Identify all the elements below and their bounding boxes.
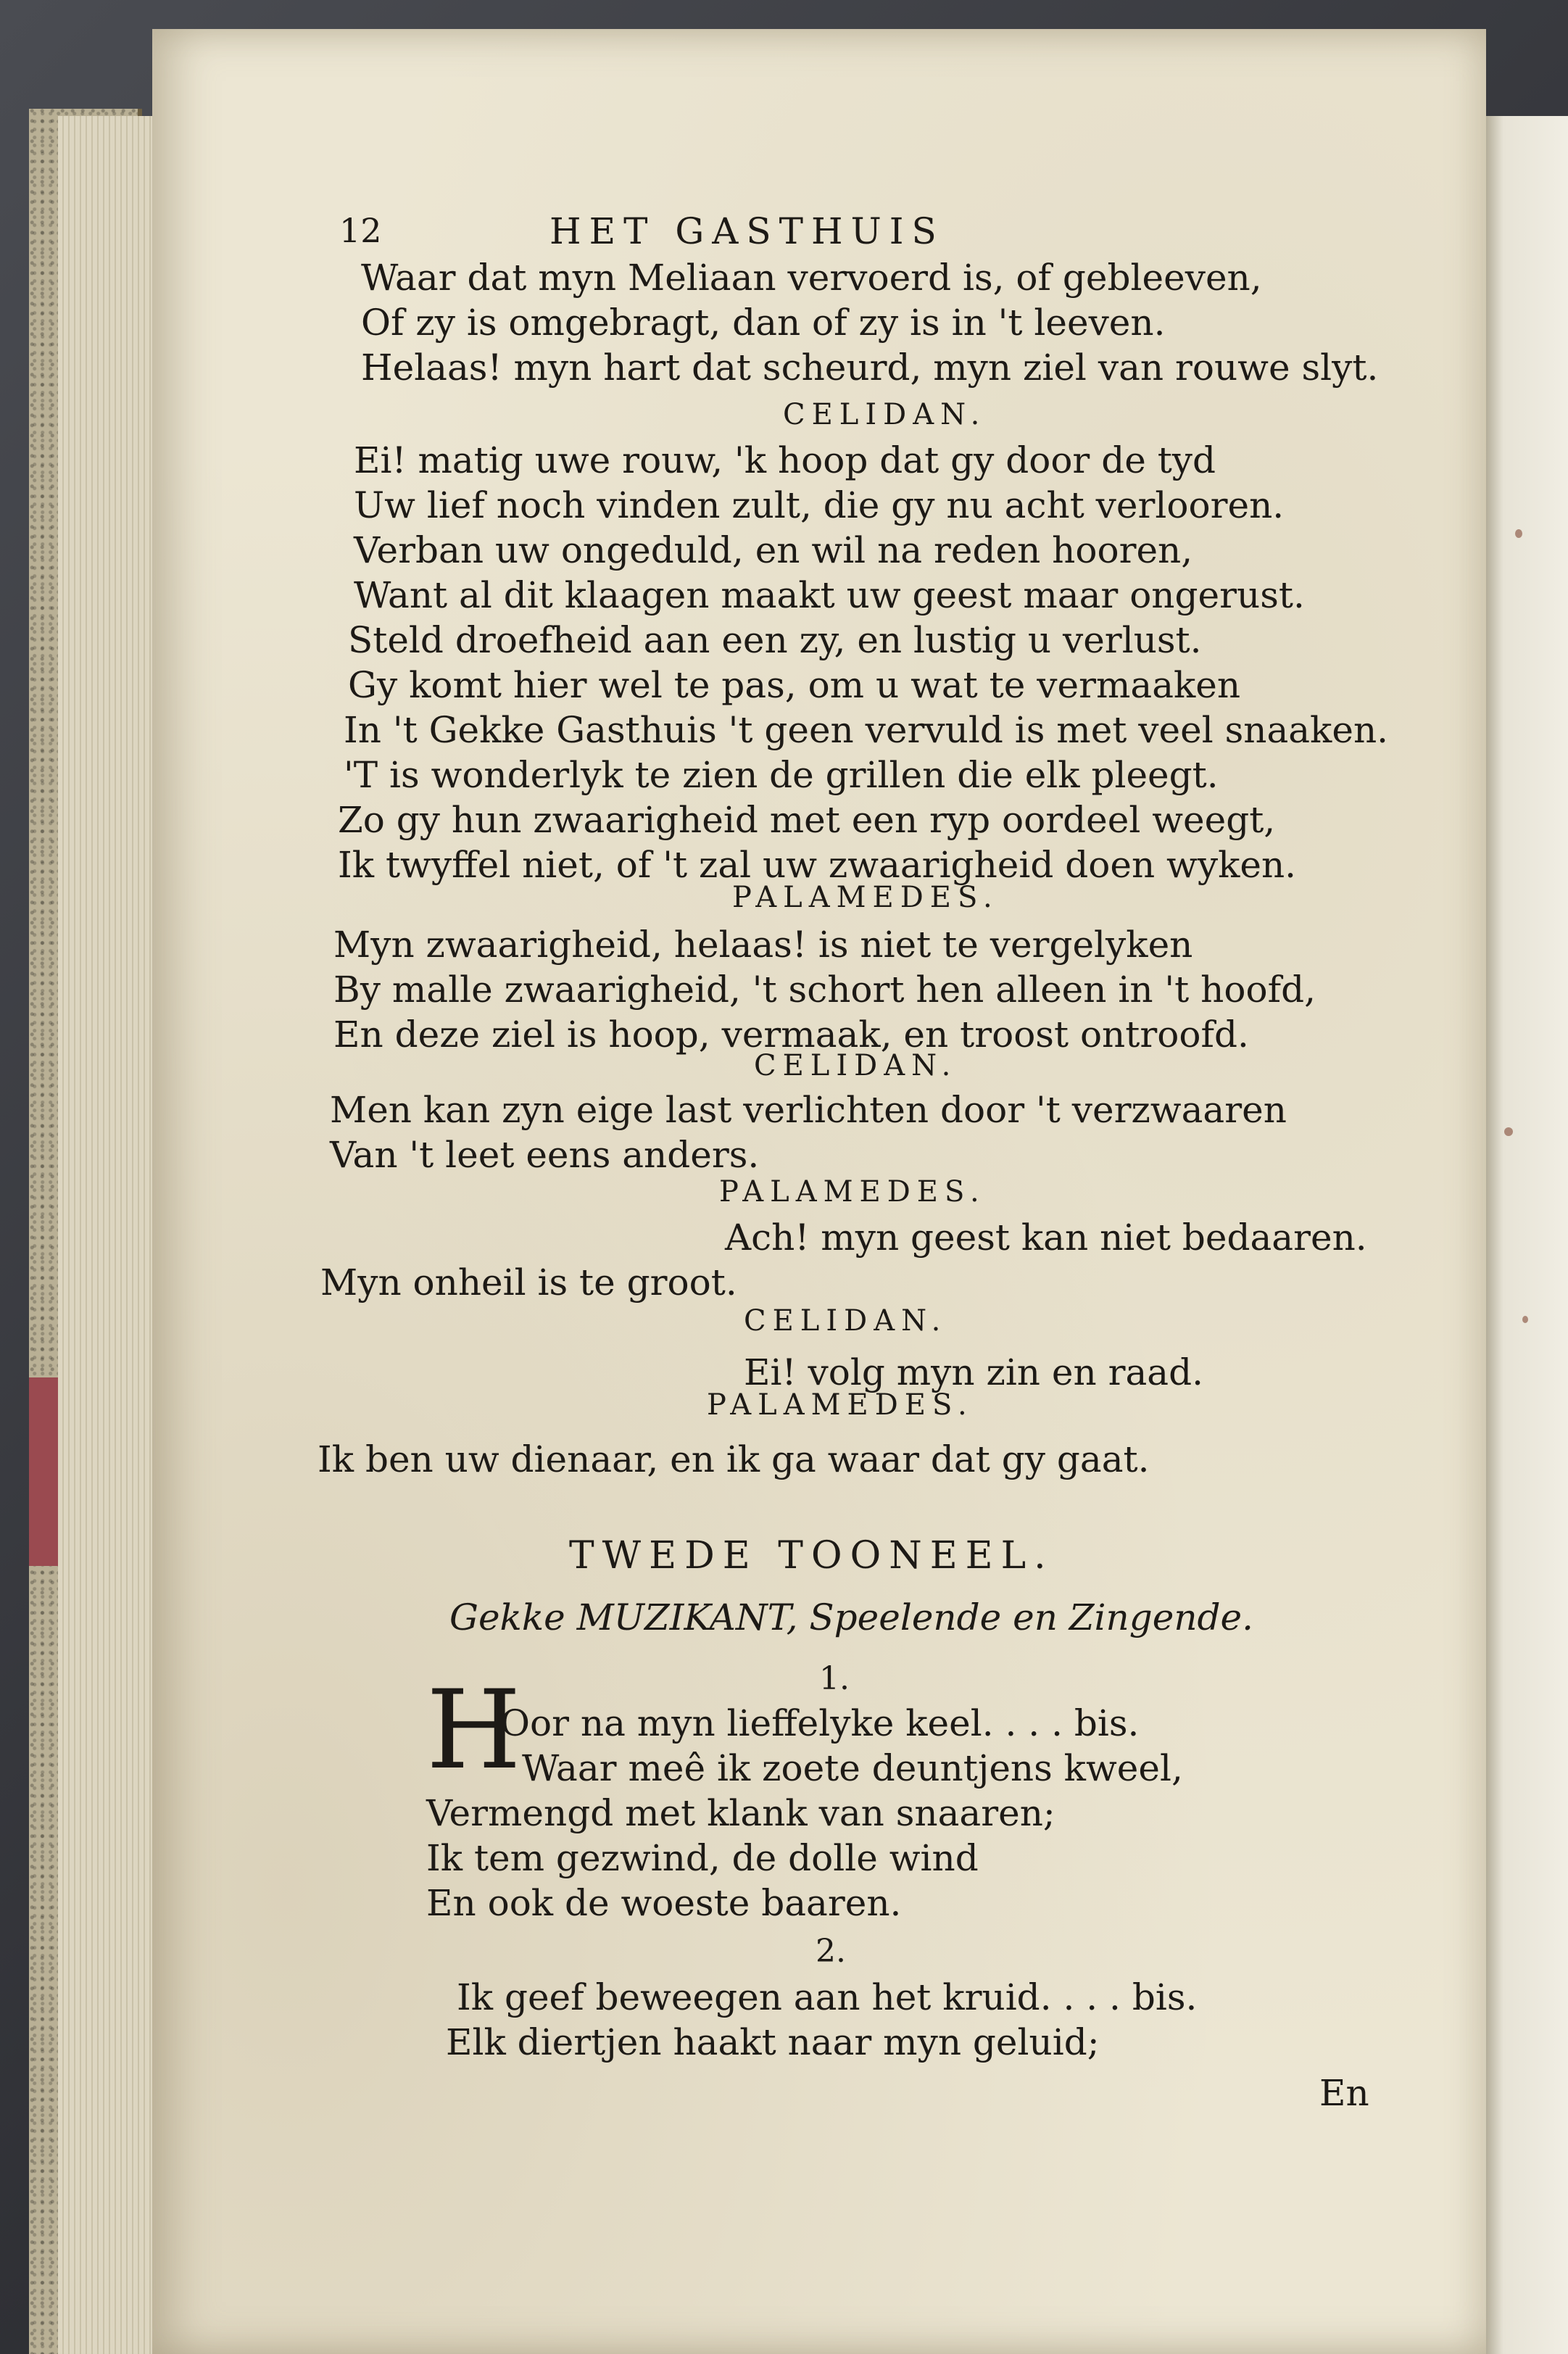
speaker-palamedes: PALAMEDES. (707, 1388, 974, 1422)
cover-red-patch (29, 1377, 58, 1566)
verse-number: 1. (819, 1660, 850, 1697)
text-line: 'T is wonderlyk te zien de grillen die elk pleegt. (344, 754, 1219, 796)
foxing-spot (1515, 529, 1522, 538)
verse-number: 2. (816, 1933, 846, 1970)
speaker-celidan: CELIDAN. (783, 398, 987, 431)
catchword: En (1319, 2072, 1369, 2114)
song-line: Elk diertjen haakt naar myn geluid; (446, 2021, 1100, 2063)
text-line: Ei! matig uwe rouw, 'k hoop dat gy door de tyd (354, 439, 1216, 481)
song-line: Ik tem gezwind, de dolle wind (426, 1837, 979, 1879)
page-edges (58, 116, 159, 2354)
speaker-palamedes: PALAMEDES. (719, 1175, 986, 1209)
song-line: Waar meê ik zoete deuntjens kweel, (522, 1747, 1183, 1789)
page-number: 12 (339, 211, 382, 250)
text-line: Want al dit klaagen maakt uw geest maar ongerust. (354, 574, 1305, 616)
drop-cap: H (426, 1667, 521, 1794)
text-line: Ik ben uw dienaar, en ik ga waar dat gy gaat. (318, 1438, 1150, 1480)
song-line: Oor na myn lieffelyke keel. . . . bis. (500, 1702, 1140, 1744)
text-line: Ach! myn geest kan niet bedaaren. (725, 1217, 1367, 1259)
text-line: Zo gy hun zwaarigheid met een ryp oordeel weegt, (338, 799, 1276, 841)
text-line: Helaas! myn hart dat scheurd, myn ziel van rouwe slyt. (361, 347, 1379, 389)
speaker-palamedes: PALAMEDES. (732, 881, 999, 914)
text-line: Gy komt hier wel te pas, om u wat te vermaaken (348, 664, 1241, 706)
song-line: En ook de woeste baaren. (426, 1882, 902, 1924)
facing-page-edge (1479, 116, 1568, 2354)
text-line: En deze ziel is hoop, vermaak, en troost ontroofd. (333, 1014, 1249, 1056)
book-page (152, 29, 1486, 2354)
text-line: Ei! volg myn zin en raad. (744, 1351, 1204, 1393)
text-line: Verban uw ongeduld, en wil na reden hooren, (354, 529, 1193, 571)
foxing-spot (1522, 1316, 1528, 1323)
text-line: Ik twyffel niet, of 't zal uw zwaarigheid doen wyken. (338, 844, 1297, 886)
scene-subtitle: Gekke MUZIKANT, Speelende en Zingende. (449, 1596, 1254, 1638)
text-line: Steld droefheid aan een zy, en lustig u verlust. (348, 619, 1202, 661)
text-line: By malle zwaarigheid, 't schort hen alleen in 't hoofd, (333, 969, 1316, 1011)
speaker-celidan: CELIDAN. (744, 1304, 947, 1338)
text-line: Of zy is omgebragt, dan of zy is in 't leeven. (361, 302, 1166, 344)
text-line: In 't Gekke Gasthuis 't geen vervuld is met veel snaaken. (344, 709, 1389, 751)
scene-title: TWEDE TOONEEL. (569, 1534, 1054, 1578)
text-line: Myn onheil is te groot. (320, 1261, 737, 1304)
text-line: Waar dat myn Meliaan vervoerd is, of gebleeven, (361, 257, 1262, 299)
text-line: Myn zwaarigheid, helaas! is niet te vergelyken (333, 924, 1193, 966)
song-line: Ik geef beweegen aan het kruid. . . . bis. (457, 1976, 1198, 2018)
text-line: Van 't leet eens anders. (330, 1134, 760, 1176)
running-head: HET GASTHUIS (549, 210, 945, 252)
foxing-spot (1504, 1127, 1513, 1136)
song-line: Vermengd met klank van snaaren; (426, 1792, 1055, 1834)
speaker-celidan: CELIDAN. (754, 1049, 958, 1082)
text-line: Men kan zyn eige last verlichten door 't verzwaaren (330, 1089, 1287, 1131)
text-line: Uw lief noch vinden zult, die gy nu acht verlooren. (354, 484, 1285, 526)
